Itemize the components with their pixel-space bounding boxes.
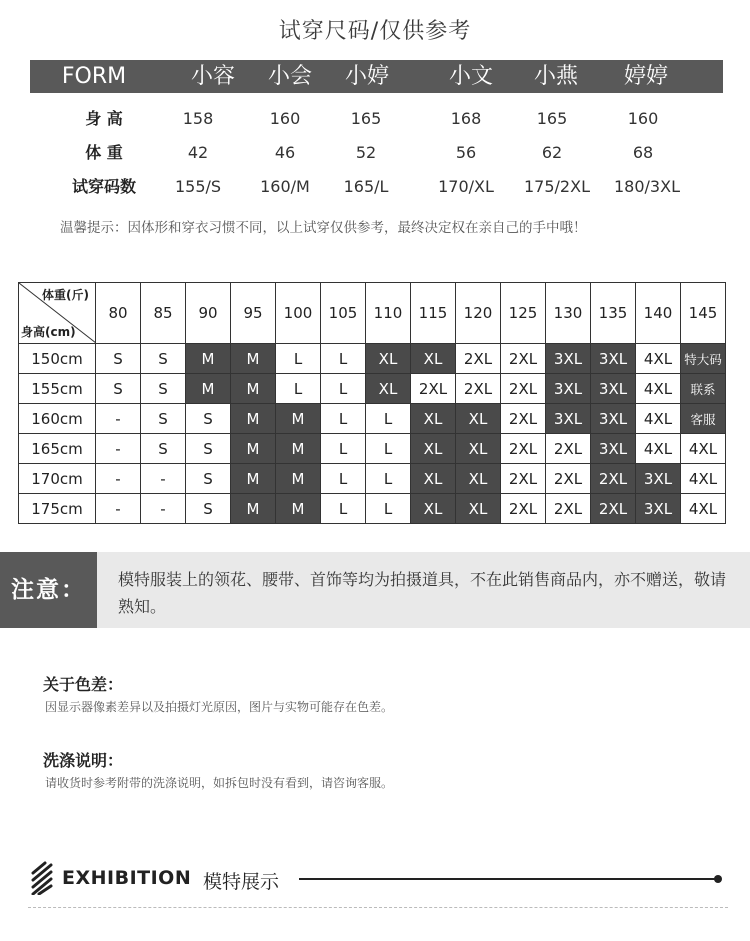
size-cell: XL [411,404,456,434]
corner-weight-label: 体重(斤) [42,288,89,302]
height-row-header: 165cm [19,434,96,464]
weight-column-header: 115 [411,283,456,344]
model-height: 165 [536,109,568,128]
model-weight: 52 [355,143,377,162]
size-cell: - [141,494,186,524]
size-table-row [19,434,726,464]
size-cell: 4XL [681,494,726,524]
model-weight: 56 [455,143,477,162]
size-cell: M [231,464,276,494]
size-cell: 2XL [546,434,591,464]
size-cell: S [96,344,141,374]
height-row-header: 175cm [19,494,96,524]
size-cell: 4XL [681,464,726,494]
size-cell: XL [366,344,411,374]
size-cell: L [321,494,366,524]
size-cell: XL [411,494,456,524]
size-cell: 4XL [636,404,681,434]
size-cell: S [141,344,186,374]
size-cell: - [96,494,141,524]
size-cell: 客服 [681,404,726,434]
page-title: 试穿尺码/仅供参考 [278,19,472,44]
size-cell: M [186,374,231,404]
exhibition-dot [714,875,722,883]
size-chart-table [18,282,726,524]
size-table-row [19,344,726,374]
weight-column-header: 145 [681,283,726,344]
size-cell: L [321,434,366,464]
size-cell: 4XL [636,344,681,374]
size-cell: L [366,434,411,464]
size-cell: 2XL [501,374,546,404]
size-cell: - [96,464,141,494]
size-cell: M [276,404,321,434]
size-cell: 2XL [456,374,501,404]
size-cell: L [321,464,366,494]
weight-column-header: 130 [546,283,591,344]
washing-heading: 洗涤说明： [43,751,124,770]
model-height: 160 [627,109,659,128]
washing-text: 请收货时参考附带的洗涤说明，如拆包时没有看到，请咨询客服。 [45,776,394,790]
height-row-header: 170cm [19,464,96,494]
size-cell: M [231,494,276,524]
size-cell: L [366,494,411,524]
size-table-row [19,494,726,524]
size-cell: L [366,404,411,434]
model-size-row [30,172,723,202]
size-cell: 2XL [411,374,456,404]
model-name: 婷婷 [623,64,668,89]
size-cell: L [276,374,321,404]
height-row-header: 160cm [19,404,96,434]
size-cell: XL [456,464,501,494]
size-cell: M [186,344,231,374]
model-height-row [30,104,723,134]
size-cell: - [141,464,186,494]
exhibition-rule [299,878,717,880]
size-label: 试穿码数 [71,177,136,196]
color-diff-text: 因显示器像素差异以及拍摄灯光原因，图片与实物可能存在色差。 [45,700,394,714]
size-cell: S [96,374,141,404]
model-height: 165 [350,109,382,128]
model-name: 小容 [190,64,235,89]
color-diff-heading: 关于色差： [43,675,124,694]
size-cell: S [141,434,186,464]
exhibition-title-cn: 模特展示 [203,871,280,893]
exhibition-title-en: EXHIBITION [62,867,192,889]
size-cell: - [96,434,141,464]
size-cell: XL [411,434,456,464]
model-size: 170/XL [438,177,494,196]
size-cell: 4XL [636,434,681,464]
size-cell: M [231,344,276,374]
size-cell: 3XL [546,344,591,374]
form-label: FORM [61,64,127,89]
weight-column-header: 120 [456,283,501,344]
size-cell: L [366,464,411,494]
size-cell: M [276,464,321,494]
size-cell: L [276,344,321,374]
model-weight: 46 [274,143,296,162]
height-row-header: 155cm [19,374,96,404]
size-cell: 2XL [591,494,636,524]
size-cell: L [321,344,366,374]
height-row-header: 150cm [19,344,96,374]
size-cell: XL [456,434,501,464]
size-cell: 2XL [501,494,546,524]
size-cell: L [321,404,366,434]
model-header-bar [30,60,723,93]
model-size: 180/3XL [614,177,680,196]
size-cell: S [186,434,231,464]
size-cell: 2XL [501,404,546,434]
model-size: 160/M [260,177,310,196]
size-cell: M [276,434,321,464]
weight-column-header: 135 [591,283,636,344]
size-cell: M [276,494,321,524]
model-name: 小文 [448,64,493,89]
size-cell: XL [411,464,456,494]
notice-text: 模特服装上的领花、腰带、首饰等均为拍摄道具，不在此销售商品内，亦不赠送，敬请熟知。 [118,570,727,616]
weight-label: 体 重 [85,143,123,162]
size-cell: 特大码 [681,344,726,374]
model-height: 168 [450,109,482,128]
dashed-divider [28,907,728,908]
model-size: 165/L [343,177,389,196]
size-cell: 2XL [546,464,591,494]
notice-label: 注意： [0,552,97,628]
weight-column-header: 95 [231,283,276,344]
model-weight: 68 [632,143,654,162]
size-cell: 2XL [501,434,546,464]
weight-column-header: 140 [636,283,681,344]
size-cell: 4XL [681,434,726,464]
size-table-row [19,374,726,404]
size-cell: 3XL [591,434,636,464]
weight-column-header: 110 [366,283,411,344]
size-cell: - [96,404,141,434]
model-size: 155/S [174,177,222,196]
size-cell: S [186,464,231,494]
notice-banner [0,552,750,628]
fit-tip: 温馨提示：因体形和穿衣习惯不同，以上试穿仅供参考，最终决定权在亲自己的手中哦！ [60,220,587,236]
model-name: 小燕 [533,64,578,89]
size-cell: 3XL [591,374,636,404]
weight-column-header: 85 [141,283,186,344]
size-cell: XL [411,344,456,374]
model-weight: 42 [187,143,209,162]
height-label: 身 高 [85,109,123,128]
exhibition-header [28,857,728,901]
model-name: 小会 [267,64,312,89]
size-cell: M [231,404,276,434]
size-cell: 2XL [546,494,591,524]
size-cell: S [186,494,231,524]
size-cell: S [186,404,231,434]
model-name: 小婷 [344,64,389,89]
model-height: 158 [182,109,214,128]
stripes-logo-icon [30,861,54,895]
weight-column-header: 125 [501,283,546,344]
size-cell: 2XL [501,344,546,374]
size-cell: XL [456,494,501,524]
table-corner-cell [19,283,96,344]
model-height: 160 [269,109,301,128]
model-size: 175/2XL [524,177,590,196]
model-weight-row [30,138,723,168]
weight-column-header: 105 [321,283,366,344]
model-weight: 62 [541,143,563,162]
size-cell: 3XL [591,404,636,434]
size-table-header-row [19,283,726,344]
size-cell: XL [366,374,411,404]
size-cell: 2XL [501,464,546,494]
size-cell: L [321,374,366,404]
size-cell: S [141,374,186,404]
weight-column-header: 90 [186,283,231,344]
size-cell: 2XL [456,344,501,374]
size-cell: 3XL [546,404,591,434]
size-cell: S [141,404,186,434]
size-cell: 3XL [636,494,681,524]
size-cell: 3XL [546,374,591,404]
size-cell: 3XL [591,344,636,374]
corner-height-label: 身高(cm) [21,325,76,339]
size-cell: 3XL [636,464,681,494]
size-cell: XL [456,404,501,434]
size-cell: M [231,374,276,404]
weight-column-header: 100 [276,283,321,344]
size-cell: M [231,434,276,464]
size-table-row [19,464,726,494]
size-cell: 联系 [681,374,726,404]
size-cell: 2XL [591,464,636,494]
size-cell: 4XL [636,374,681,404]
size-table-row [19,404,726,434]
weight-column-header: 80 [96,283,141,344]
